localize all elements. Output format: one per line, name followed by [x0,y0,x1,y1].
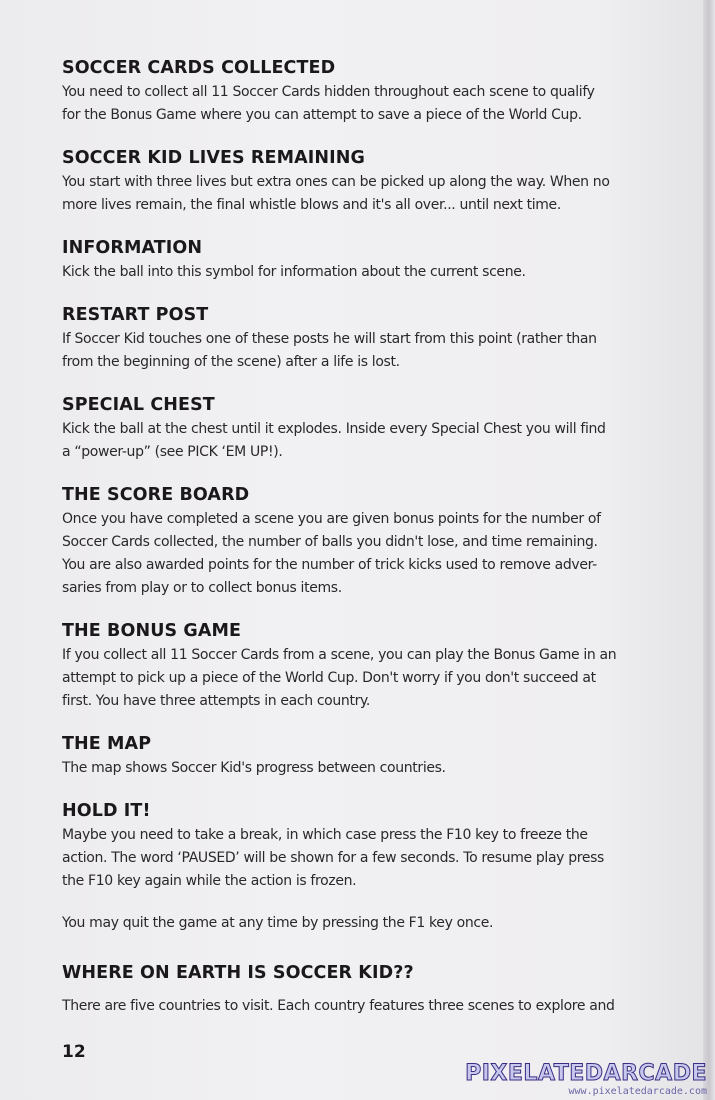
body-line: You are also awarded points for the number of trick kicks used to remove adver- [62,557,597,573]
watermark-logo: PIXELATEDARCADE [465,1061,707,1086]
section-heading: INFORMATION [62,238,203,258]
section-heading: HOLD IT! [62,801,151,821]
body-line: You start with three lives but extra ones can be picked up along the way. When no [62,174,610,190]
section-special-chest [62,393,662,464]
section-score-board [62,483,662,600]
body-line: Soccer Cards collected, the number of balls you didn't lose, and time remaining. [62,534,598,550]
body-line: The map shows Soccer Kid's progress between countries. [62,760,446,776]
section-lives-remaining [62,146,662,217]
section-body [62,261,662,284]
body-line: If Soccer Kid touches one of these posts he will start from this point (rather than [62,331,597,347]
page-number: 12 [62,1042,86,1062]
page-content [62,56,662,1037]
body-line: action. The word ‘PAUSED’ will be shown for a few seconds. To resume play press [62,850,604,866]
body-line: for the Bonus Game where you can attempt to save a piece of the World Cup. [62,107,582,123]
section-body [62,824,662,893]
body-line: from the beginning of the scene) after a life is lost. [62,354,400,370]
section-body [62,508,662,600]
section-heading: THE MAP [62,734,152,754]
body-line: Kick the ball at the chest until it explodes. Inside every Special Chest you will find [62,421,606,437]
section-heading: RESTART POST [62,305,209,325]
section-body [62,644,662,713]
section-heading: WHERE ON EARTH IS SOCCER KID?? [62,963,414,983]
body-line: Kick the ball into this symbol for information about the current scene. [62,264,526,280]
body-line: first. You have three attempts in each country. [62,693,371,709]
watermark [465,1062,707,1097]
watermark-url: www.pixelatedarcade.com [568,1086,707,1097]
section-body [62,171,662,217]
body-line: Maybe you need to take a break, in which case press the F10 key to freeze the [62,827,588,843]
section-heading: SOCCER KID LIVES REMAINING [62,148,365,168]
body-line: a “power-up” (see PICK ‘EM UP!). [62,444,283,460]
section-heading: THE SCORE BOARD [62,485,250,505]
page-edge [703,0,715,1100]
section-heading: THE BONUS GAME [62,621,242,641]
body-line: Once you have completed a scene you are given bonus points for the number of [62,511,601,527]
section-soccer-cards-collected [62,56,662,127]
section-heading: SOCCER CARDS COLLECTED [62,58,336,78]
body-line: attempt to pick up a piece of the World Cup. Don't worry if you don't succeed at [62,670,596,686]
quit-note: You may quit the game at any time by pressing the F1 key once. [62,915,494,931]
body-line: If you collect all 11 Soccer Cards from a scene, you can play the Bonus Game in an [62,647,617,663]
section-body [62,328,662,374]
section-restart-post [62,303,662,374]
body-line: You need to collect all 11 Soccer Cards hidden throughout each scene to qualify [62,84,595,100]
body-line: more lives remain, the final whistle blows and it's all over... until next time. [62,197,561,213]
section-heading: SPECIAL CHEST [62,395,215,415]
body-line: There are five countries to visit. Each country features three scenes to explore and [62,998,615,1014]
section-body [62,757,662,780]
section-hold-it [62,799,662,893]
section-where-on-earth [62,961,662,1018]
section-body [62,81,662,127]
section-the-map [62,732,662,780]
section-body [62,995,662,1018]
section-information [62,236,662,284]
section-body [62,418,662,464]
section-bonus-game [62,619,662,713]
body-line: the F10 key again while the action is frozen. [62,873,357,889]
body-line: saries from play or to collect bonus items. [62,580,342,596]
